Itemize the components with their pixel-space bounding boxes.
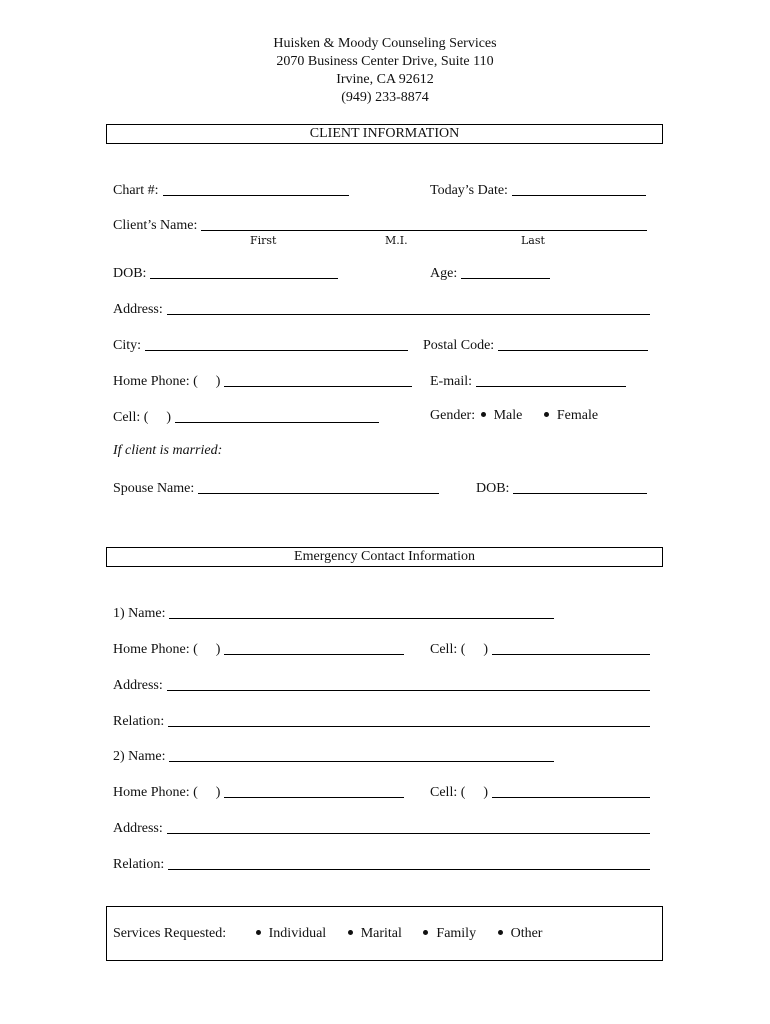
city-label: City:: [113, 338, 142, 353]
age-label: Age:: [430, 266, 458, 281]
service-other-label: Other: [510, 926, 543, 941]
cell-line[interactable]: [175, 408, 379, 423]
spouse-name-label: Spouse Name:: [113, 481, 195, 496]
city-line[interactable]: [145, 336, 408, 351]
home-phone-field[interactable]: [113, 372, 412, 390]
gender-female-radio[interactable]: [544, 412, 549, 417]
org-address-line2: Irvine, CA 92612: [336, 72, 434, 87]
emergency2-relation-label: Relation:: [113, 857, 165, 872]
spouse-name-field[interactable]: [113, 479, 439, 497]
emergency1-name-line[interactable]: [169, 604, 554, 619]
emergency1-home-phone-paren: ): [215, 642, 221, 657]
emergency2-home-phone-paren: ): [215, 785, 221, 800]
emergency1-address-field[interactable]: [113, 676, 650, 694]
client-name-line[interactable]: [201, 216, 647, 231]
emergency2-name-label: 2) Name:: [113, 749, 166, 764]
emergency1-address-label: Address:: [113, 678, 163, 693]
dob-line[interactable]: [150, 264, 338, 279]
emergency1-address-line[interactable]: [167, 676, 650, 691]
service-marital-radio[interactable]: [348, 930, 353, 935]
services-row: [113, 926, 542, 942]
client-name-field[interactable]: [113, 216, 647, 234]
spouse-dob-field[interactable]: [476, 479, 647, 497]
client-info-title: CLIENT INFORMATION: [309, 126, 460, 141]
emergency2-name-field[interactable]: [113, 747, 554, 765]
emergency2-cell-paren: ): [483, 785, 489, 800]
if-married-note: If client is married:: [113, 443, 223, 458]
service-other-radio[interactable]: [498, 930, 503, 935]
chart-number-label: Chart #:: [113, 183, 159, 198]
dob-field[interactable]: [113, 264, 338, 282]
email-line[interactable]: [476, 372, 626, 387]
home-phone-paren: ): [215, 374, 221, 389]
home-phone-line[interactable]: [224, 372, 412, 387]
address-line[interactable]: [167, 300, 650, 315]
age-field[interactable]: [430, 264, 550, 282]
emergency2-cell-label: Cell: (: [430, 785, 466, 800]
cell-field[interactable]: [113, 408, 379, 426]
service-marital-label: Marital: [360, 926, 402, 941]
service-family-radio[interactable]: [423, 930, 428, 935]
emergency1-name-label: 1) Name:: [113, 606, 166, 621]
emergency2-cell-line[interactable]: [492, 783, 650, 798]
cell-paren: ): [166, 410, 172, 425]
chart-number-field[interactable]: [113, 181, 349, 199]
services-box: [106, 906, 663, 961]
org-name: Huisken & Moody Counseling Services: [273, 36, 497, 51]
emergency2-name-line[interactable]: [169, 747, 554, 762]
postal-code-label: Postal Code:: [423, 338, 495, 353]
chart-number-line[interactable]: [163, 181, 349, 196]
emergency2-address-label: Address:: [113, 821, 163, 836]
service-individual-label: Individual: [268, 926, 327, 941]
services-label: Services Requested:: [113, 926, 227, 941]
todays-date-line[interactable]: [512, 181, 646, 196]
emergency1-relation-line[interactable]: [168, 712, 650, 727]
emergency-heading: [106, 547, 663, 567]
service-family-label: Family: [436, 926, 477, 941]
emergency1-home-phone-line[interactable]: [224, 640, 404, 655]
emergency2-home-phone-field[interactable]: [113, 783, 404, 801]
emergency1-cell-label: Cell: (: [430, 642, 466, 657]
emergency2-address-field[interactable]: [113, 819, 650, 837]
emergency2-home-phone-line[interactable]: [224, 783, 404, 798]
middle-initial-caption: M.I.: [385, 234, 408, 247]
emergency-title: Emergency Contact Information: [294, 549, 475, 564]
emergency1-relation-field[interactable]: [113, 712, 650, 730]
emergency1-cell-line[interactable]: [492, 640, 650, 655]
emergency2-relation-field[interactable]: [113, 855, 650, 873]
emergency2-home-phone-label: Home Phone: (: [113, 785, 198, 800]
spouse-dob-label: DOB:: [476, 481, 510, 496]
client-info-heading: [106, 124, 663, 144]
emergency2-address-line[interactable]: [167, 819, 650, 834]
org-phone: (949) 233-8874: [341, 90, 429, 105]
email-field[interactable]: [430, 372, 626, 390]
email-label: E-mail:: [430, 374, 472, 389]
org-address-line1: 2070 Business Center Drive, Suite 110: [276, 54, 494, 69]
emergency1-home-phone-label: Home Phone: (: [113, 642, 198, 657]
emergency1-name-field[interactable]: [113, 604, 554, 622]
address-label: Address:: [113, 302, 163, 317]
age-line[interactable]: [461, 264, 550, 279]
emergency1-relation-label: Relation:: [113, 714, 165, 729]
todays-date-field[interactable]: [430, 181, 646, 199]
last-name-caption: Last: [521, 234, 545, 247]
gender-male-radio[interactable]: [481, 412, 486, 417]
spouse-dob-line[interactable]: [513, 479, 647, 494]
postal-code-field[interactable]: [423, 336, 648, 354]
emergency1-home-phone-field[interactable]: [113, 640, 404, 658]
spouse-name-line[interactable]: [198, 479, 439, 494]
gender-field: [430, 408, 598, 424]
gender-label: Gender:: [430, 408, 476, 423]
emergency1-cell-field[interactable]: [430, 640, 650, 658]
city-field[interactable]: [113, 336, 408, 354]
cell-label: Cell: (: [113, 410, 149, 425]
service-individual-radio[interactable]: [256, 930, 261, 935]
gender-male-label: Male: [493, 408, 523, 423]
emergency2-cell-field[interactable]: [430, 783, 650, 801]
emergency2-relation-line[interactable]: [168, 855, 650, 870]
postal-code-line[interactable]: [498, 336, 648, 351]
emergency1-cell-paren: ): [483, 642, 489, 657]
todays-date-label: Today’s Date:: [430, 183, 508, 198]
first-name-caption: First: [250, 234, 277, 247]
dob-label: DOB:: [113, 266, 147, 281]
address-field[interactable]: [113, 300, 650, 318]
gender-female-label: Female: [556, 408, 599, 423]
client-name-label: Client’s Name:: [113, 218, 198, 233]
home-phone-label: Home Phone: (: [113, 374, 198, 389]
